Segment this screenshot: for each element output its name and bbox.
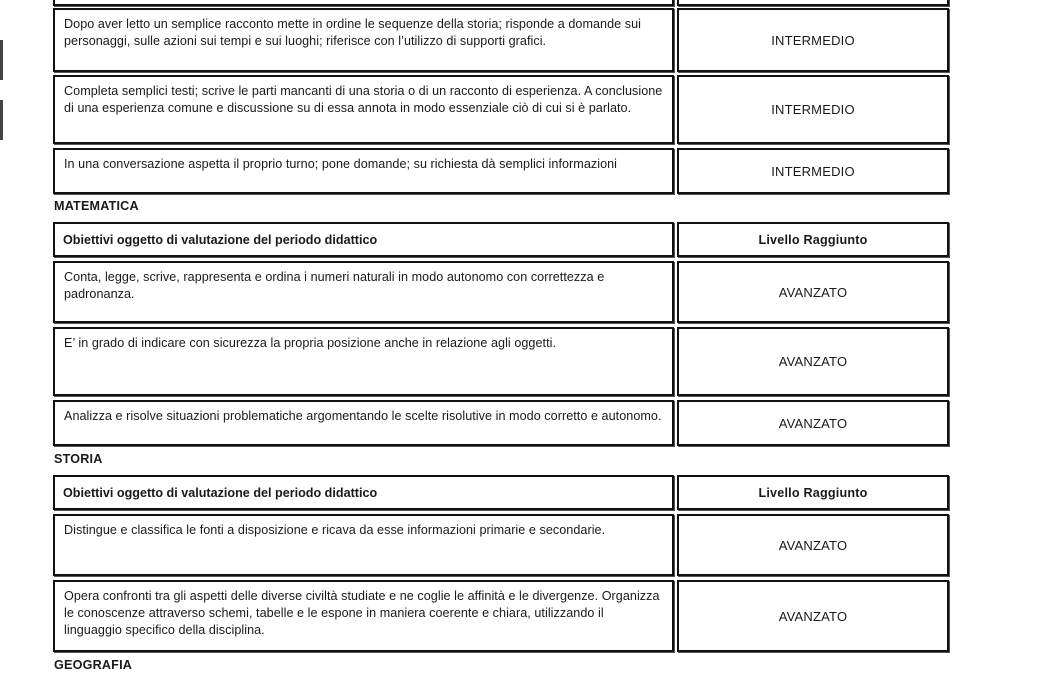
level-cell (677, 261, 949, 323)
objective-cell (53, 75, 674, 144)
objective-text: Conta, legge, scrive, rappresenta e ordina i numeri naturali in modo autonomo con correttezza e padronanza. (64, 270, 605, 301)
level-cell (677, 400, 949, 446)
level-cell (677, 327, 949, 396)
level-text: INTERMEDIO (771, 32, 855, 48)
objective-header (53, 475, 674, 510)
objective-cell (53, 327, 674, 396)
scan-margin-mark (0, 100, 3, 140)
level-cell (677, 8, 949, 72)
objective-text: Completa semplici testi; scrive le parti mancanti di una storia o di un racconto di esperienza. A conclusione di una esperienza comune e discussione su di essa annota in modo essenziale ciò di cui si è parlato. (64, 84, 663, 115)
level-cell (677, 514, 949, 576)
objective-cell (53, 580, 674, 652)
objective-text: E’ in grado di indicare con sicurezza la propria posizione anche in relazione agli oggetti. (64, 336, 557, 350)
objective-cell (53, 261, 674, 323)
objective-text: In una conversazione aspetta il proprio turno; pone domande; su richiesta dà semplici informazioni (64, 157, 618, 171)
cut-off-level-cell (677, 0, 949, 6)
objective-text: Dopo aver letto un semplice racconto mette in ordine le sequenze della storia; risponde a domande sui personaggi, sulle azioni sui tempi e sui luoghi; riferisce con l’utilizzo di supporti grafici. (64, 17, 642, 48)
level-text: AVANZATO (778, 415, 848, 431)
objective-text: Analizza e risolve situazioni problematiche argomentando le scelte risolutive in modo corretto e autonomo. (64, 409, 662, 423)
objective-cell (53, 148, 674, 194)
cut-off-objective-cell (53, 0, 674, 6)
level-cell (677, 148, 949, 194)
level-text: AVANZATO (778, 608, 848, 624)
level-header-text: Livello Raggiunto (758, 232, 868, 247)
level-header (677, 475, 949, 510)
objective-cell (53, 514, 674, 576)
level-text: AVANZATO (778, 284, 848, 300)
level-text: AVANZATO (778, 537, 848, 553)
section-title-matematica: MATEMATICA (54, 199, 139, 213)
section-title-geografia: GEOGRAFIA (54, 658, 133, 672)
scan-margin-mark (0, 40, 3, 80)
level-text: AVANZATO (778, 354, 848, 369)
level-text: INTERMEDIO (771, 163, 855, 179)
level-header (677, 222, 949, 257)
level-cell (677, 580, 949, 652)
objective-cell (53, 8, 674, 72)
level-text: INTERMEDIO (771, 102, 855, 117)
level-header-text: Livello Raggiunto (758, 485, 868, 500)
objective-text: Opera confronti tra gli aspetti delle diverse civiltà studiate e ne coglie le affinità e le divergenze. Organizza le conoscenze attraverso schemi, tabelle e le espone in maniera coerente e chiara, utilizzando il linguaggio specifico della disciplina. (64, 589, 660, 637)
level-cell (677, 75, 949, 144)
objective-header-text: Obiettivi oggetto di valutazione del periodo didattico (63, 232, 378, 247)
objective-header-text: Obiettivi oggetto di valutazione del periodo didattico (63, 485, 378, 500)
objective-text: Distingue e classifica le fonti a disposizione e ricava da esse informazioni primarie e secondarie. (64, 523, 606, 537)
section-title-storia: STORIA (54, 452, 103, 466)
objective-cell (53, 400, 674, 446)
objective-header (53, 222, 674, 257)
